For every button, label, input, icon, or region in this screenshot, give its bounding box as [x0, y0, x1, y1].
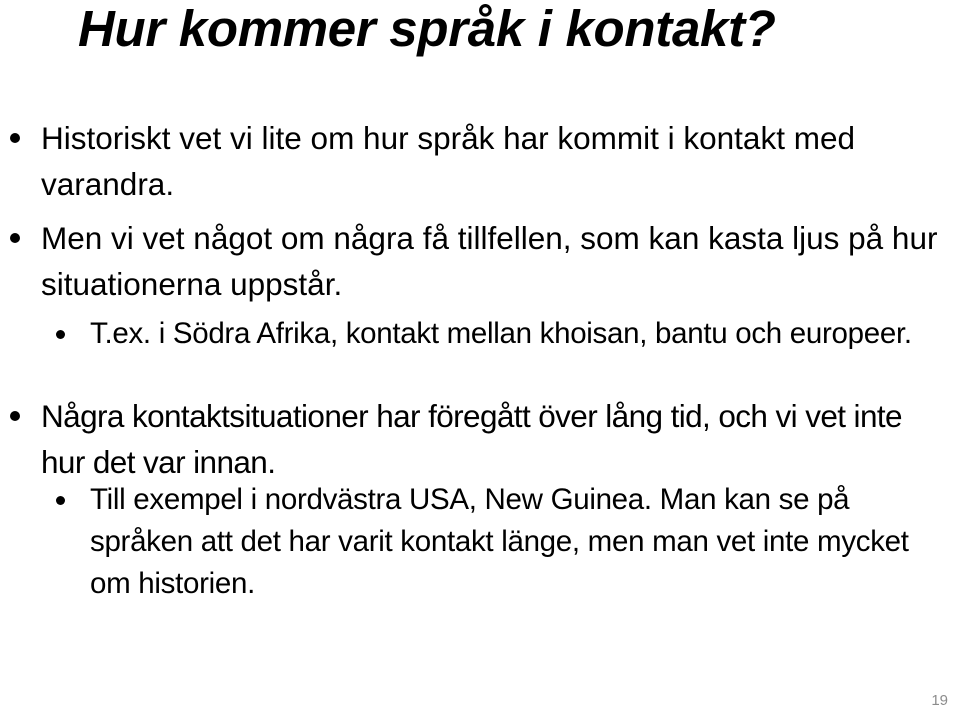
slide-title: Hur kommer språk i kontakt? [78, 0, 776, 57]
bullet-item [41, 115, 951, 207]
bullet-item [41, 393, 951, 485]
bullet-dot-icon [10, 233, 20, 243]
sub-bullet-text: T.ex. i Södra Afrika, kontakt mellan khoisan, bantu och europeer. [90, 317, 912, 350]
sub-bullet-item [90, 313, 955, 355]
bullet-dot-icon [10, 411, 20, 421]
sub-bullet-text: Till exempel i nordvästra USA, New Guinea. Man kan se på språken att det har varit kontakt länge, men man vet inte mycket om historien. [90, 483, 909, 600]
bullet-text: Några kontaktsituationer har föregått över lång tid, och vi vet inte hur det var innan. [41, 398, 902, 480]
bullet-text: Men vi vet något om några få tillfellen, som kan kasta ljus på hur situationerna uppstår. [41, 220, 938, 302]
bullet-dot-icon [10, 133, 20, 143]
slide-number: 19 [931, 692, 948, 709]
bullet-text: Historiskt vet vi lite om hur språk har kommit i kontakt med varandra. [41, 120, 855, 202]
bullet-item [41, 215, 951, 307]
bullet-dot-icon [56, 330, 65, 339]
sub-bullet-item [90, 479, 955, 605]
bullet-dot-icon [56, 496, 65, 505]
